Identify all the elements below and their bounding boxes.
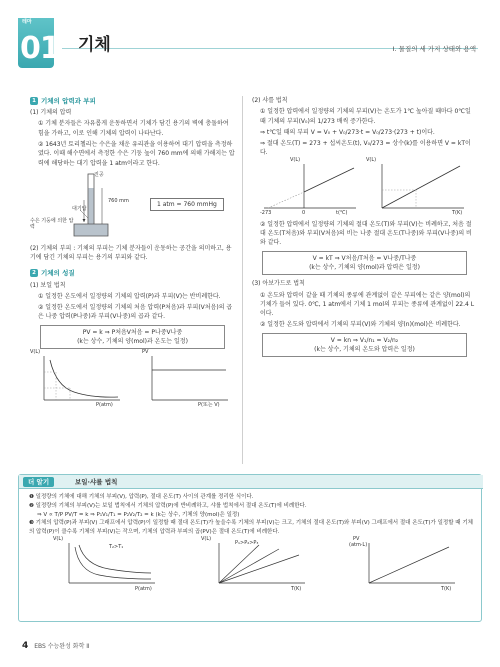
graph-y-label: V(L) — [366, 156, 377, 163]
graph-y-label: PV — [353, 535, 360, 542]
graph-annotation: T₂>T₁ — [109, 543, 124, 550]
chapter-subtitle: Ⅰ. 물질의 세 가지 상태와 용액 — [392, 45, 476, 53]
graph-y-label: V(L) — [290, 156, 301, 163]
atm-formula: 1 atm = 760 mmHg — [150, 198, 224, 211]
paragraph: ② 일정한 압력에서 일정량의 기체의 절대 온도(T)와 부피(V)는 비례하고, 처음 절대 온도(T처음)와 부피(V처음)의 비는 나중 절대 온도(T나중)와 부피(V나중)의 비와 같다. — [260, 220, 472, 247]
graph-tick-label: -273 — [260, 209, 272, 216]
graph-x-label: P(atm) — [135, 585, 152, 592]
graph-x-label: P(또는 V) — [198, 402, 220, 409]
avogadro-note: (k는 상수, 기체의 온도와 압력은 일정) — [314, 346, 415, 354]
paragraph: ② 일정한 온도와 압력에서 기체의 부피(V)와 기체의 양(n)(mol)은 비례한다. — [260, 321, 461, 329]
paragraph: ② 일정한 온도에서 일정량의 기체의 처음 압력(P처음)과 부피(V처음)의 곱은 나중 압력(P나중)과 부피(V나중)의 곱과 같다. — [38, 304, 233, 321]
graph-tick-label: 0 — [302, 209, 306, 216]
paragraph: ⇒ t℃일 때의 부피 V = V₀ + V₀/273·t = V₀/273·(273 + t)이다. — [260, 128, 435, 136]
height-label: 760 mm — [108, 197, 129, 204]
section-title: 기체의 성질 — [41, 269, 75, 278]
charles-vt-celsius-graph — [260, 160, 360, 216]
graph-y-label: V(L) — [53, 535, 64, 542]
paragraph: ⇒ 절대 온도(T) = 273 + 섭씨온도(t), V₀/273 = 상수(k)를 이용하면 V = kT이다. — [260, 140, 471, 157]
more-info-body — [29, 493, 473, 593]
footer-text: EBS 수능완성 화학 Ⅱ — [34, 643, 90, 650]
graph-y-label: V(L) — [30, 349, 41, 356]
section-title: 기체의 압력과 부피 — [41, 97, 96, 105]
combined-graphs — [29, 535, 473, 593]
subheading: (3) 아보가드로 법칙 — [252, 280, 305, 288]
left-column — [30, 96, 235, 410]
formula-box — [262, 333, 467, 358]
boyle-formula: PV = k ⇒ P처음V처음 = P나중V나중 — [82, 328, 183, 336]
subheading: (2) 샤를 법칙 — [252, 97, 288, 104]
page-title: 기체 — [78, 35, 111, 55]
subheading: (1) 기체의 압력 — [30, 109, 72, 117]
more-info-tag: 더 알기 — [23, 477, 54, 487]
avogadro-formula: V = kn ⇒ V₁/n₁ = V₂/n₂ — [330, 336, 399, 344]
subheading: (1) 보일 법칙 — [30, 281, 66, 289]
graph-y-label: PV — [142, 349, 149, 356]
paragraph: ① 온도와 압력이 같을 때 기체의 종류에 관계없이 같은 부피에는 같은 양(mol)의 기체가 들어 있다. 0℃, 1 atm에서 기체 1 mol의 부피는 종류에 관계없이 22.4 L이다. — [260, 291, 475, 318]
graph-annotation: P₁>P₂>P₃ — [235, 539, 259, 546]
paragraph: ❸ 기체의 압력(P)과 부피(V) 그래프에서 압력(P)이 일정할 때 절대 온도(T)가 높을수록 기체의 부피(V)는 크고, 기체의 절대 온도(T)와 부피(V) 그래프에서 절대 온도(T)가 일정할 때 기체의 압력(P)이 클수록 기체의 부피(V)는 작으며, 기체의 압력과 부피의 곱(PV)은 절대 온도(T)에 비례한다. — [29, 520, 473, 536]
formula-box — [40, 325, 225, 350]
more-vt-graph — [209, 539, 309, 591]
barometer-diagram — [44, 170, 134, 242]
combined-formula: ⇒ V ∝ T/P PV/T = k ⇒ P₁V₁/T₁ = P₂V₂/T₂ = k (k는 상수, 기체의 양(mol)은 일정) — [37, 511, 240, 518]
paragraph: (2) 기체의 부피 : 기체의 부피는 기체 분자들이 운동하는 공간을 의미하고, 용기에 담긴 기체의 부피는 용기의 부피와 같다. — [30, 244, 232, 262]
paragraph: ❷ 일정량의 기체의 부피(V)는 보일 법칙에서 기체의 압력(P)에 반비례하고, 샤를 법칙에서 절대 온도(T)에 비례한다. — [29, 502, 307, 509]
section-number: 2 — [30, 269, 38, 277]
charles-note: (k는 상수, 기체의 양(mol)과 압력은 일정) — [309, 263, 420, 271]
section-heading — [30, 96, 235, 106]
graph-x-label: P(atm) — [96, 402, 113, 409]
boyle-note: (k는 상수, 기체의 양(mol)과 온도는 일정) — [77, 337, 188, 345]
torricelli-figure — [30, 170, 235, 242]
graph-x-label: T(K) — [291, 585, 302, 592]
page-number: 4 — [22, 641, 29, 651]
paragraph: ② 1643년 토리첼리는 수은을 채운 유리관을 이용하여 대기 압력을 측정하였다. 이때 해수면에서 측정한 수은 기둥 높이 760 mm에 의해 가해지는 압력에 해당하는 대기 압력을 1 atm이라고 한다. — [38, 140, 235, 167]
paragraph: ① 기체 분자들은 자유롭게 운동하면서 기체가 담긴 용기의 벽에 충돌하여 힘을 가하고, 이로 인해 기체의 압력이 나타난다. — [38, 120, 229, 137]
formula-box — [262, 251, 467, 276]
section-number: 1 — [30, 97, 38, 105]
air-pressure-label: 대기압 — [72, 205, 87, 212]
graph-x-label: T(K) — [452, 209, 463, 216]
mercury-label: 수은 기둥에 의한 압력 — [30, 217, 74, 231]
right-column — [252, 96, 477, 360]
charles-graphs — [252, 156, 477, 220]
tema-number: 01 — [20, 31, 60, 66]
graph-x-label: t(℃) — [336, 209, 348, 216]
boyle-pv-graph — [142, 352, 232, 408]
charles-vt-kelvin-graph — [372, 160, 472, 216]
more-info-box — [18, 474, 482, 622]
column-divider — [242, 96, 243, 464]
paragraph: ❶ 일정량의 기체에 대해 기체의 부피(V), 압력(P), 절대 온도(T) 사이의 관계를 정리한 식이다. — [29, 494, 254, 500]
boyle-vp-graph — [34, 352, 124, 408]
vacuum-label: 진공 — [94, 171, 104, 178]
paragraph: ① 일정한 온도에서 일정량의 기체의 압력(P)과 부피(V)는 반비례한다. — [38, 292, 221, 300]
graph-y-label: V(L) — [201, 535, 212, 542]
more-pvt-graph — [359, 539, 459, 591]
paragraph: ① 일정한 압력에서 일정량의 기체의 부피(V)는 온도가 1℃ 높아질 때마다 0℃일 때 기체의 부피(V₀)의 1/273 배씩 증가한다. — [260, 108, 471, 125]
tema-label: 테마 — [22, 19, 32, 25]
more-info-header — [19, 475, 483, 489]
more-info-title: 보일·샤를 법칙 — [75, 478, 118, 486]
section-heading — [30, 268, 235, 278]
graph-y-unit: (atm·L) — [349, 541, 368, 548]
boyle-graphs — [30, 349, 235, 410]
page-footer — [22, 640, 89, 654]
graph-x-label: T(K) — [441, 585, 452, 592]
charles-formula: V = kT ⇒ V처음/T처음 = V나중/T나중 — [312, 254, 417, 262]
